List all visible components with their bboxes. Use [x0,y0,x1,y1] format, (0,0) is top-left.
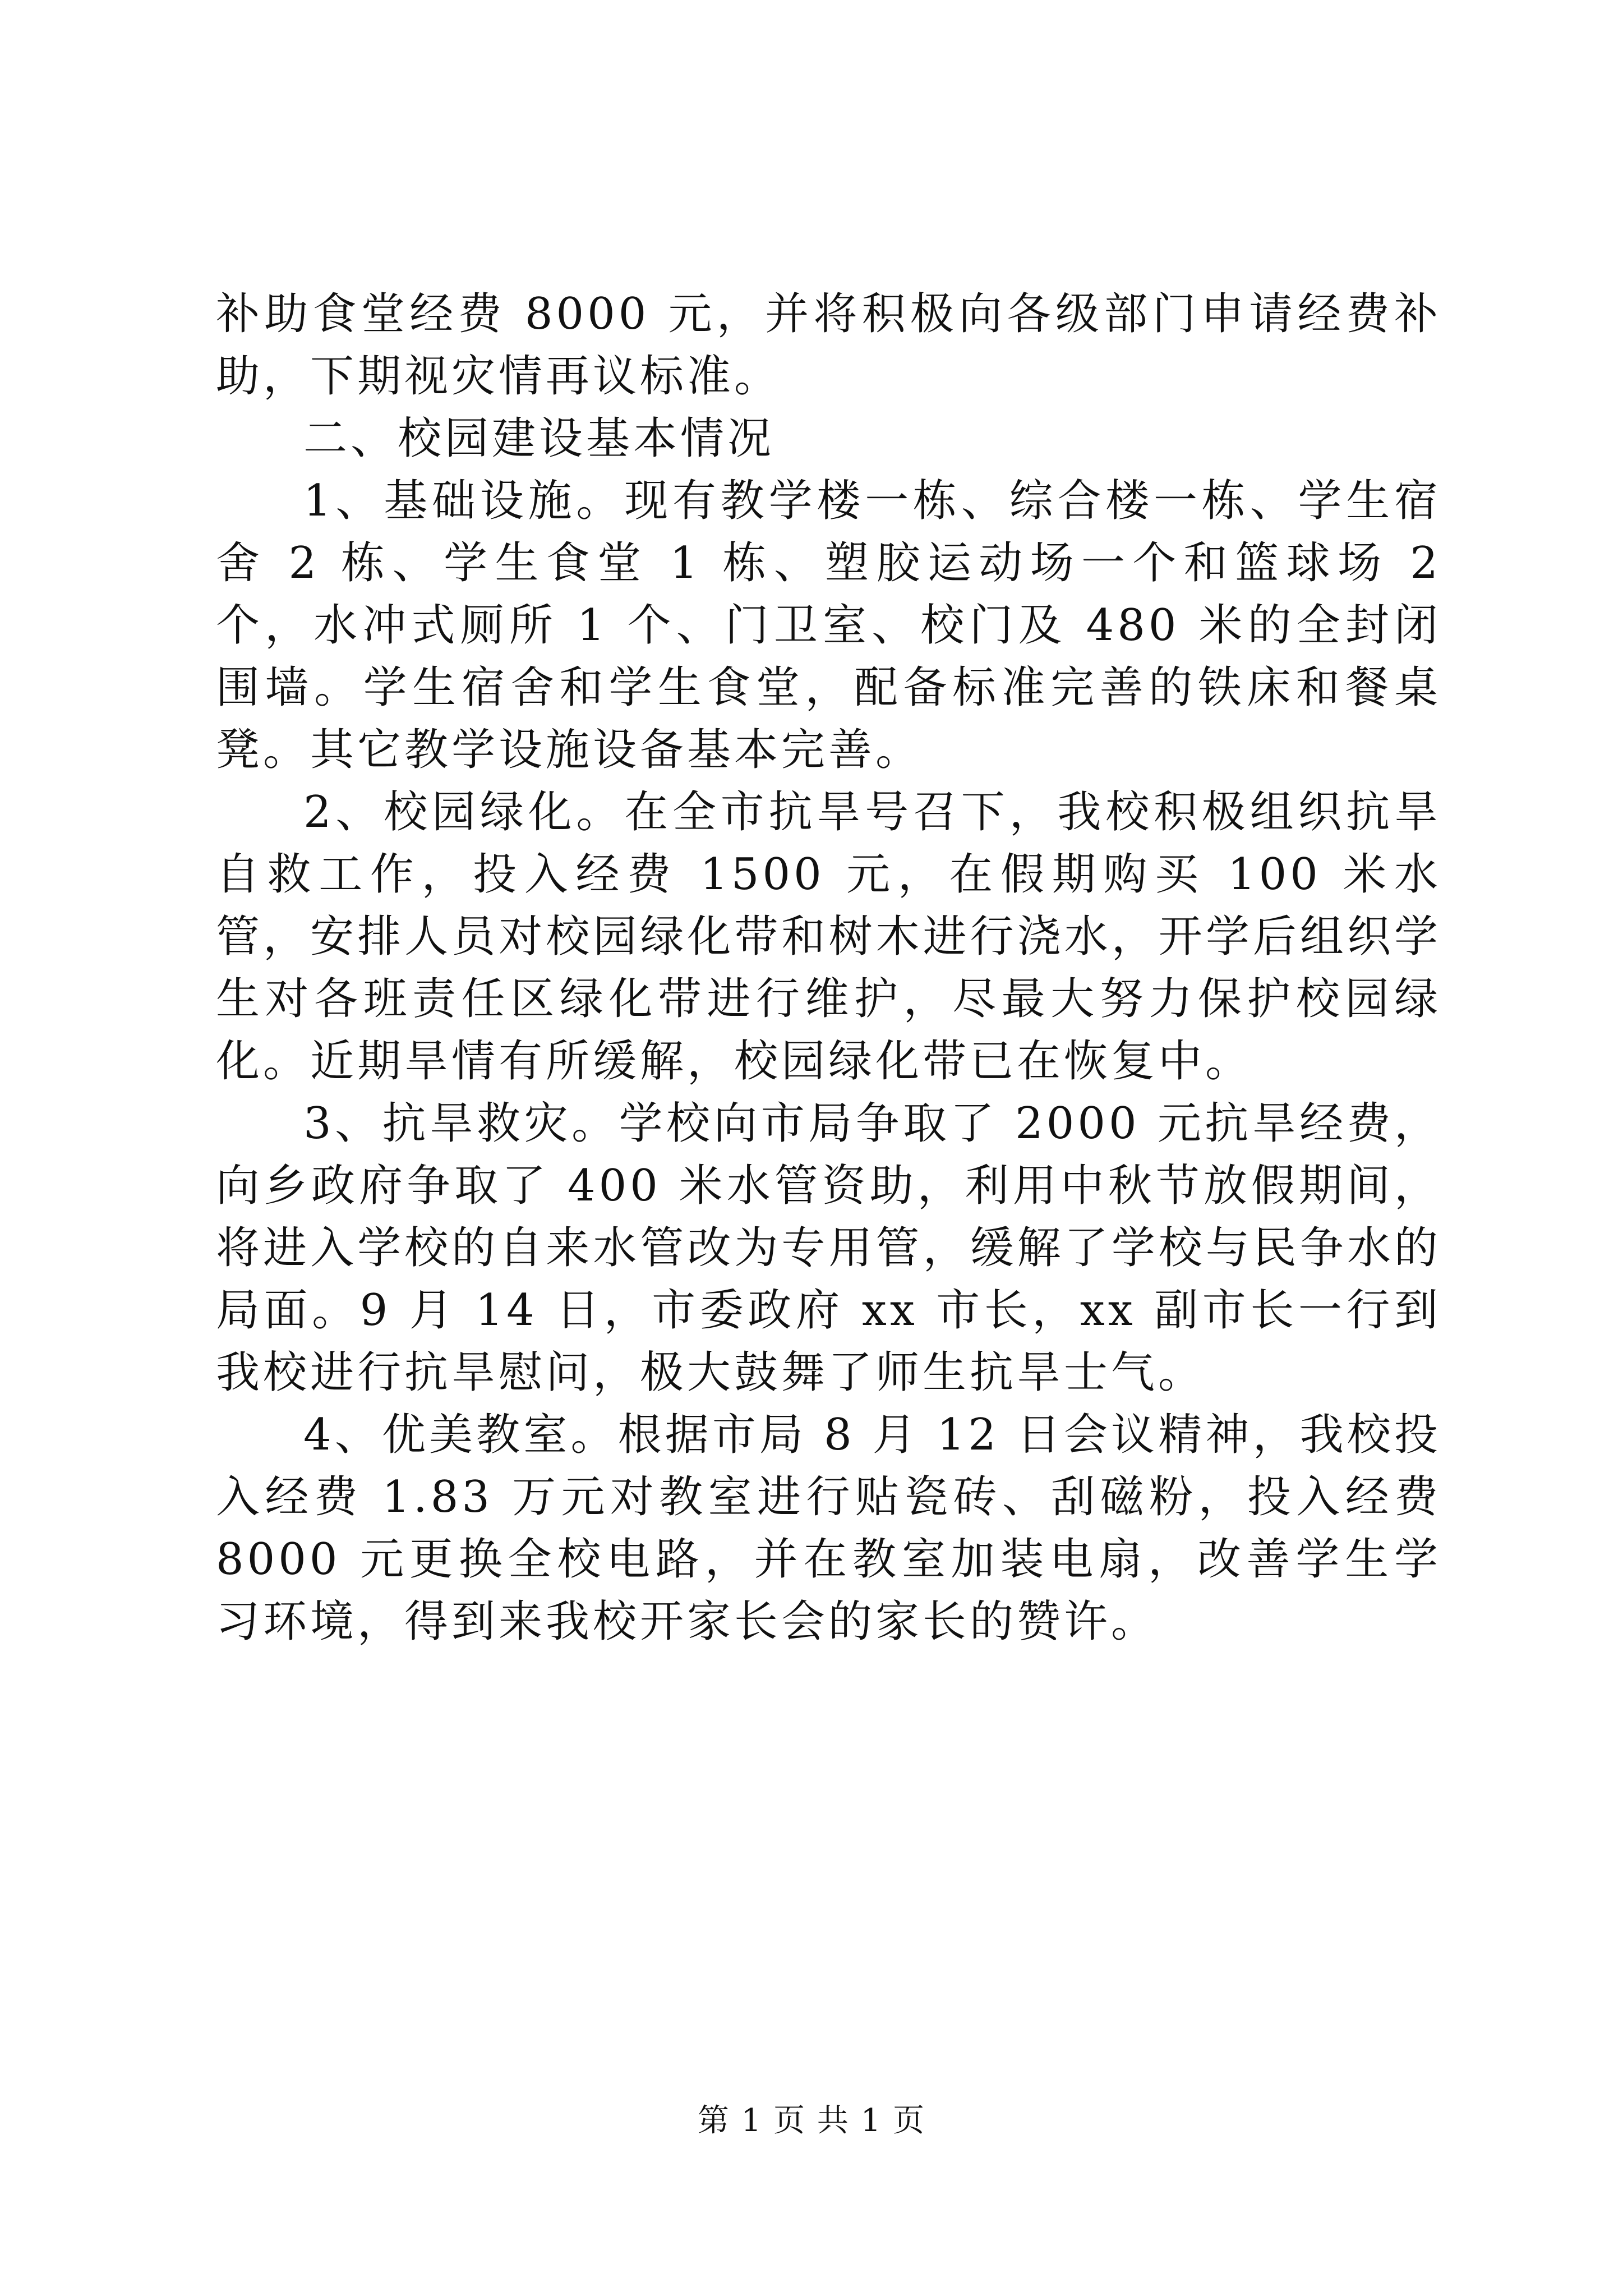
paragraph-infrastructure: 1、基础设施。现有教学楼一栋、综合楼一栋、学生宿舍 2 栋、学生食堂 1 栋、塑胶运动场一个和篮球场 2 个，水冲式厕所 1 个、门卫室、校门及 480 米的全封闭围墙。学生宿舍和学生食堂，配备标准完善的铁床和餐桌凳。其它教学设施设备基本完善。 [216,476,1441,775]
paragraph-greening: 2、校园绿化。在全市抗旱号召下，我校积极组织抗旱自救工作，投入经费 1500 元，在假期购买 100 米水管，安排人员对校园绿化带和树木进行浇水，开学后组织学生对各班责任区绿化带进行维护，尽最大努力保护校园绿化。近期旱情有所缓解，校园绿化带已在恢复中。 [216,787,1441,1087]
paragraph-1: 补助食堂经费 8000 元，并将积极向各级部门申请经费补助，下期视灾情再议标准。 [216,289,1441,402]
paragraph-drought-relief: 3、抗旱救灾。学校向市局争取了 2000 元抗旱经费，向乡政府争取了 400 米水管资助，利用中秋节放假期间，将进入学校的自来水管改为专用管，缓解了学校与民争水的局面。9 月 14 日，市委政府 xx 市长，xx 副市长一行到我校进行抗旱慰问，极大鼓舞了师生抗旱士气。 [216,1098,1441,1398]
document-body [216,283,1441,1653]
page-footer: 第 1 页 共 1 页 [697,2102,926,2139]
section-heading: 二、校园建设基本情况 [303,413,775,464]
paragraph-classroom: 4、优美教室。根据市局 8 月 12 日会议精神，我校投入经费 1.83 万元对教室进行贴瓷砖、刮磁粉，投入经费 8000 元更换全校电路，并在教室加装电扇，改善学生学习环境，得到来我校开家长会的家长的赞许。 [216,1410,1441,1647]
